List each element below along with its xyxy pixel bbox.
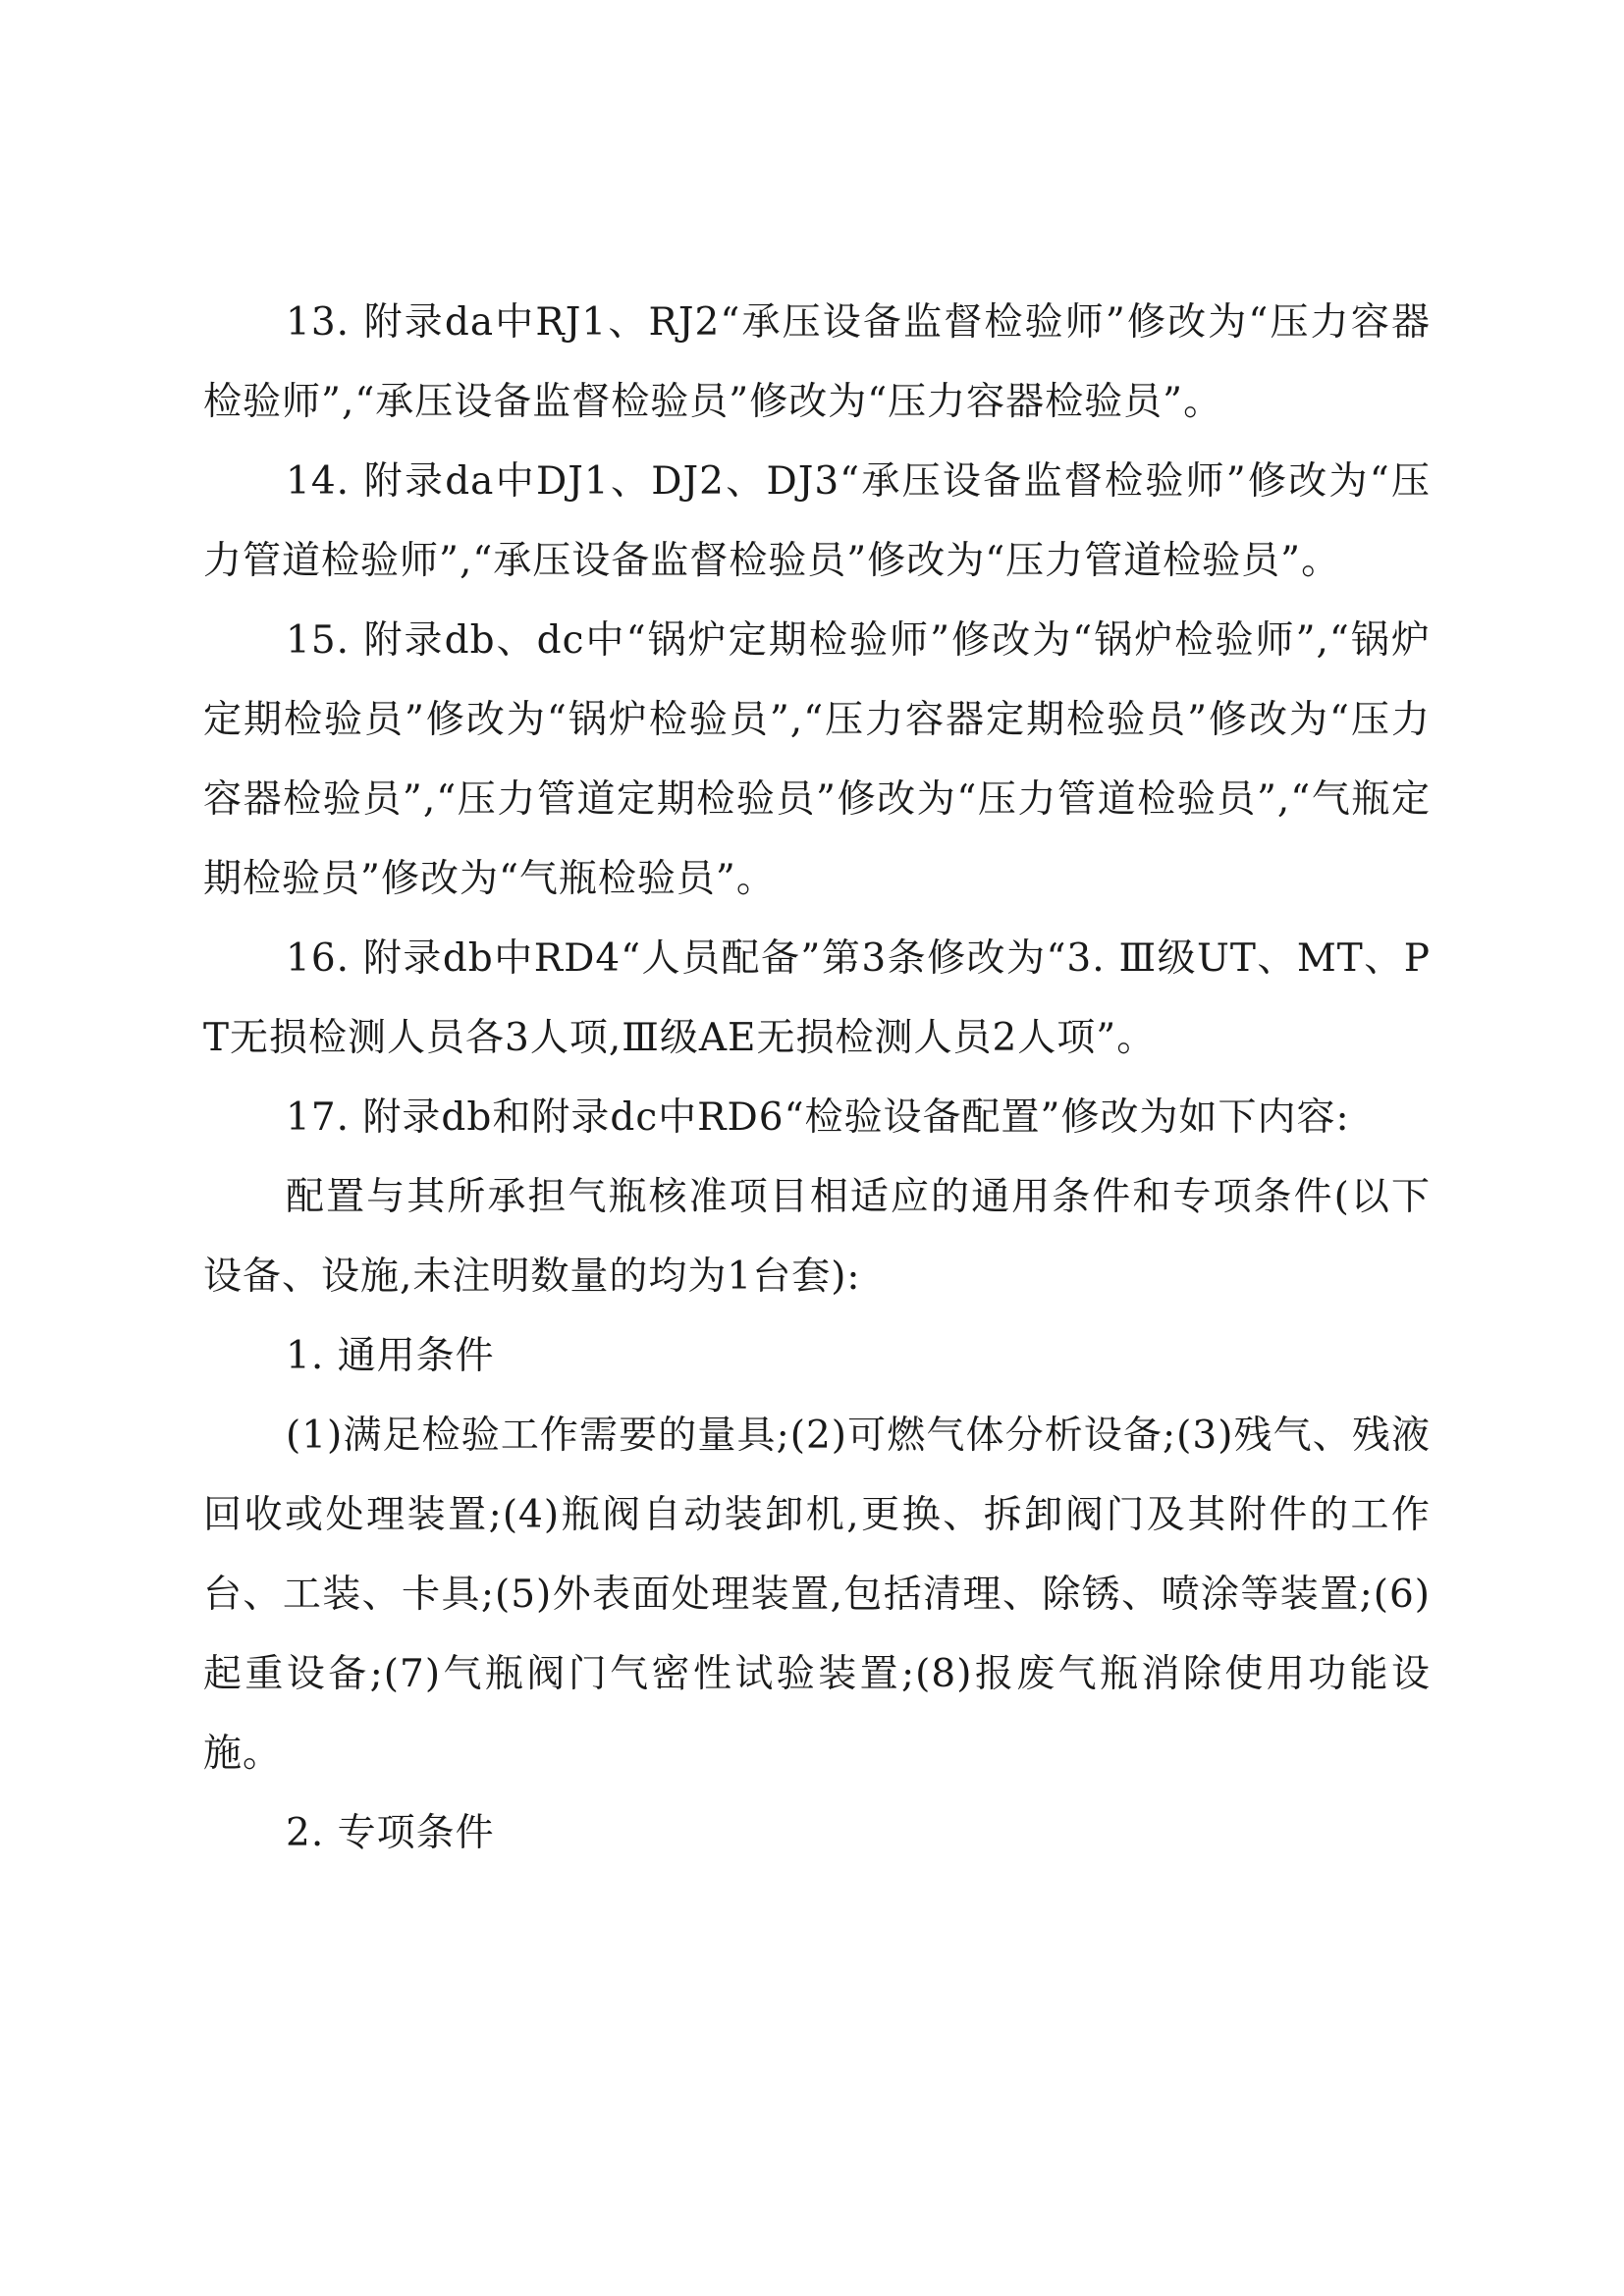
paragraph-item-14: 14. 附录da中DJ1、DJ2、DJ3“承压设备监督检验师”修改为“压力管道检验师”,“承压设备监督检验员”修改为“压力管道检验员”。 <box>203 459 1431 583</box>
paragraph-general-conditions: (1)满足检验工作需要的量具;(2)可燃气体分析设备;(3)残气、残液回收或处理装置;(4)瓶阀自动装卸机,更换、拆卸阀门及其附件的工作台、工装、卡具;(5)外表面处理装置,包括清理、除锈、喷涂等装置;(6)起重设备;(7)气瓶阀门气密性试验装置;(8)报废气瓶消除使用功能设施。 <box>203 1414 1431 1776</box>
paragraph-config-intro: 配置与其所承担气瓶核准项目相适应的通用条件和专项条件(以下设备、设施,未注明数量的均为1台套): <box>203 1175 1431 1299</box>
paragraph-item-17: 17. 附录db和附录dc中RD6“检验设备配置”修改为如下内容: <box>286 1095 1350 1140</box>
section-heading-special: 2. 专项条件 <box>286 1811 495 1855</box>
section-heading-general: 1. 通用条件 <box>286 1334 495 1378</box>
paragraph-item-15: 15. 附录db、dc中“锅炉定期检验师”修改为“锅炉检验师”,“锅炉定期检验员”修改为“锅炉检验员”,“压力容器定期检验员”修改为“压力容器检验员”,“压力管道定期检验员”修改为“压力管道检验员”,“气瓶定期检验员”修改为“气瓶检验员”。 <box>203 618 1431 901</box>
paragraph-item-16: 16. 附录db中RD4“人员配备”第3条修改为“3. Ⅲ级UT、MT、PT无损检测人员各3人项,Ⅲ级AE无损检测人员2人项”。 <box>203 936 1431 1060</box>
paragraph-item-13: 13. 附录da中RJ1、RJ2“承压设备监督检验师”修改为“压力容器检验师”,“承压设备监督检验员”修改为“压力容器检验员”。 <box>203 300 1431 424</box>
document-page <box>203 283 1431 1873</box>
